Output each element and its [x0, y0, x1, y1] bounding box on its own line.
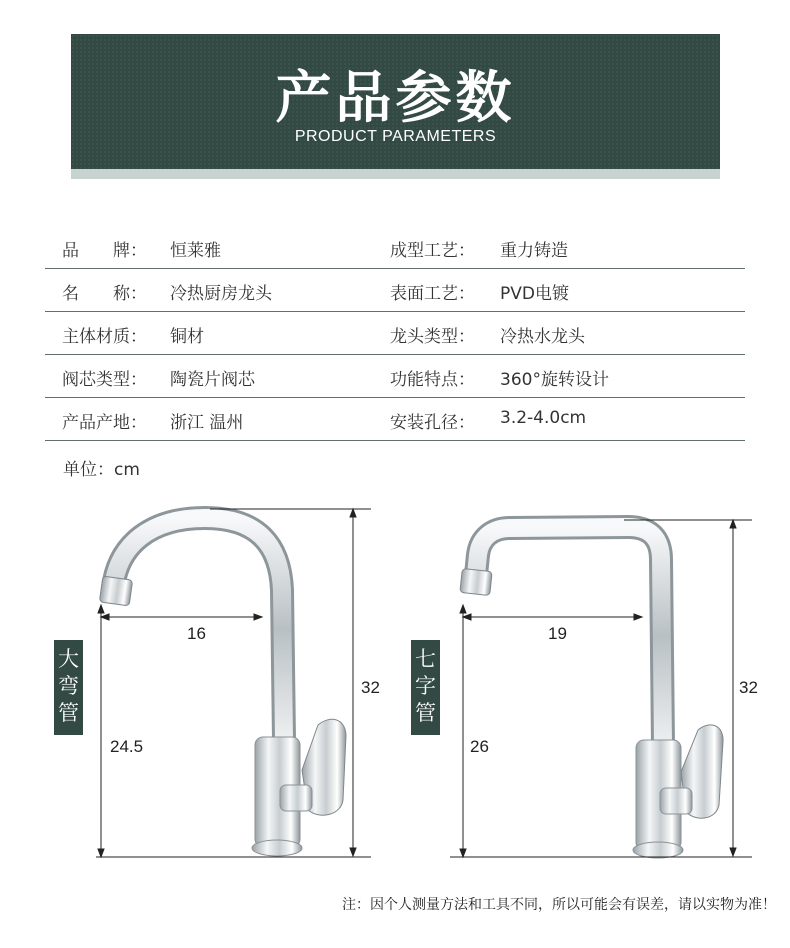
- spout-height-label: 24.5: [110, 737, 144, 756]
- param-value: 浙江 温州: [170, 413, 244, 433]
- param-label: 阀芯类型：: [62, 370, 147, 390]
- params-table: [45, 226, 745, 441]
- reach-label: 19: [548, 624, 567, 643]
- page-subtitle: PRODUCT PARAMETERS: [294, 128, 497, 145]
- param-value: 360°旋转设计: [500, 370, 609, 390]
- param-value: PVD电镀: [500, 284, 569, 304]
- param-value: 3.2-4.0cm: [500, 408, 587, 428]
- param-value: 铜材: [170, 327, 204, 347]
- param-label: 安装孔径：: [390, 413, 475, 433]
- param-label: 名 称：: [62, 284, 147, 304]
- table-row: [45, 312, 745, 355]
- param-label: 主体材质：: [62, 327, 147, 347]
- param-value: 冷热厨房龙头: [170, 284, 272, 304]
- disclaimer-note: 注：因个人测量方法和工具不同，所以可能会有误差，请以实物为准！: [342, 897, 776, 913]
- reach-label: 16: [187, 624, 206, 643]
- param-label: 品 牌：: [62, 241, 147, 261]
- page-title: 产品参数: [275, 66, 516, 131]
- table-row: [45, 398, 745, 441]
- unit-label: 单位：cm: [63, 460, 140, 480]
- faucet-diagrams: [0, 490, 790, 870]
- param-value: 冷热水龙头: [500, 327, 585, 347]
- param-label: 产品产地：: [62, 413, 147, 433]
- param-label: 成型工艺：: [390, 241, 475, 261]
- height-label: 32: [739, 678, 758, 697]
- param-value: 陶瓷片阀芯: [170, 370, 255, 390]
- param-label: 功能特点：: [390, 370, 475, 390]
- faucet-type-tag: 七字管: [411, 640, 440, 735]
- param-value: 重力铸造: [500, 241, 568, 261]
- table-row: [45, 269, 745, 312]
- param-label: 表面工艺：: [390, 284, 475, 304]
- faucet-curved: [99, 518, 346, 856]
- spout-height-label: 26: [470, 737, 489, 756]
- banner-underline: [71, 169, 720, 179]
- table-row: [45, 355, 745, 398]
- faucet-seven: [460, 527, 723, 858]
- table-row: [45, 226, 745, 269]
- faucet-type-tag: 大弯管: [54, 640, 83, 735]
- header-banner: [71, 34, 720, 169]
- height-label: 32: [361, 678, 380, 697]
- param-value: 恒莱雅: [170, 241, 221, 261]
- param-label: 龙头类型：: [390, 327, 475, 347]
